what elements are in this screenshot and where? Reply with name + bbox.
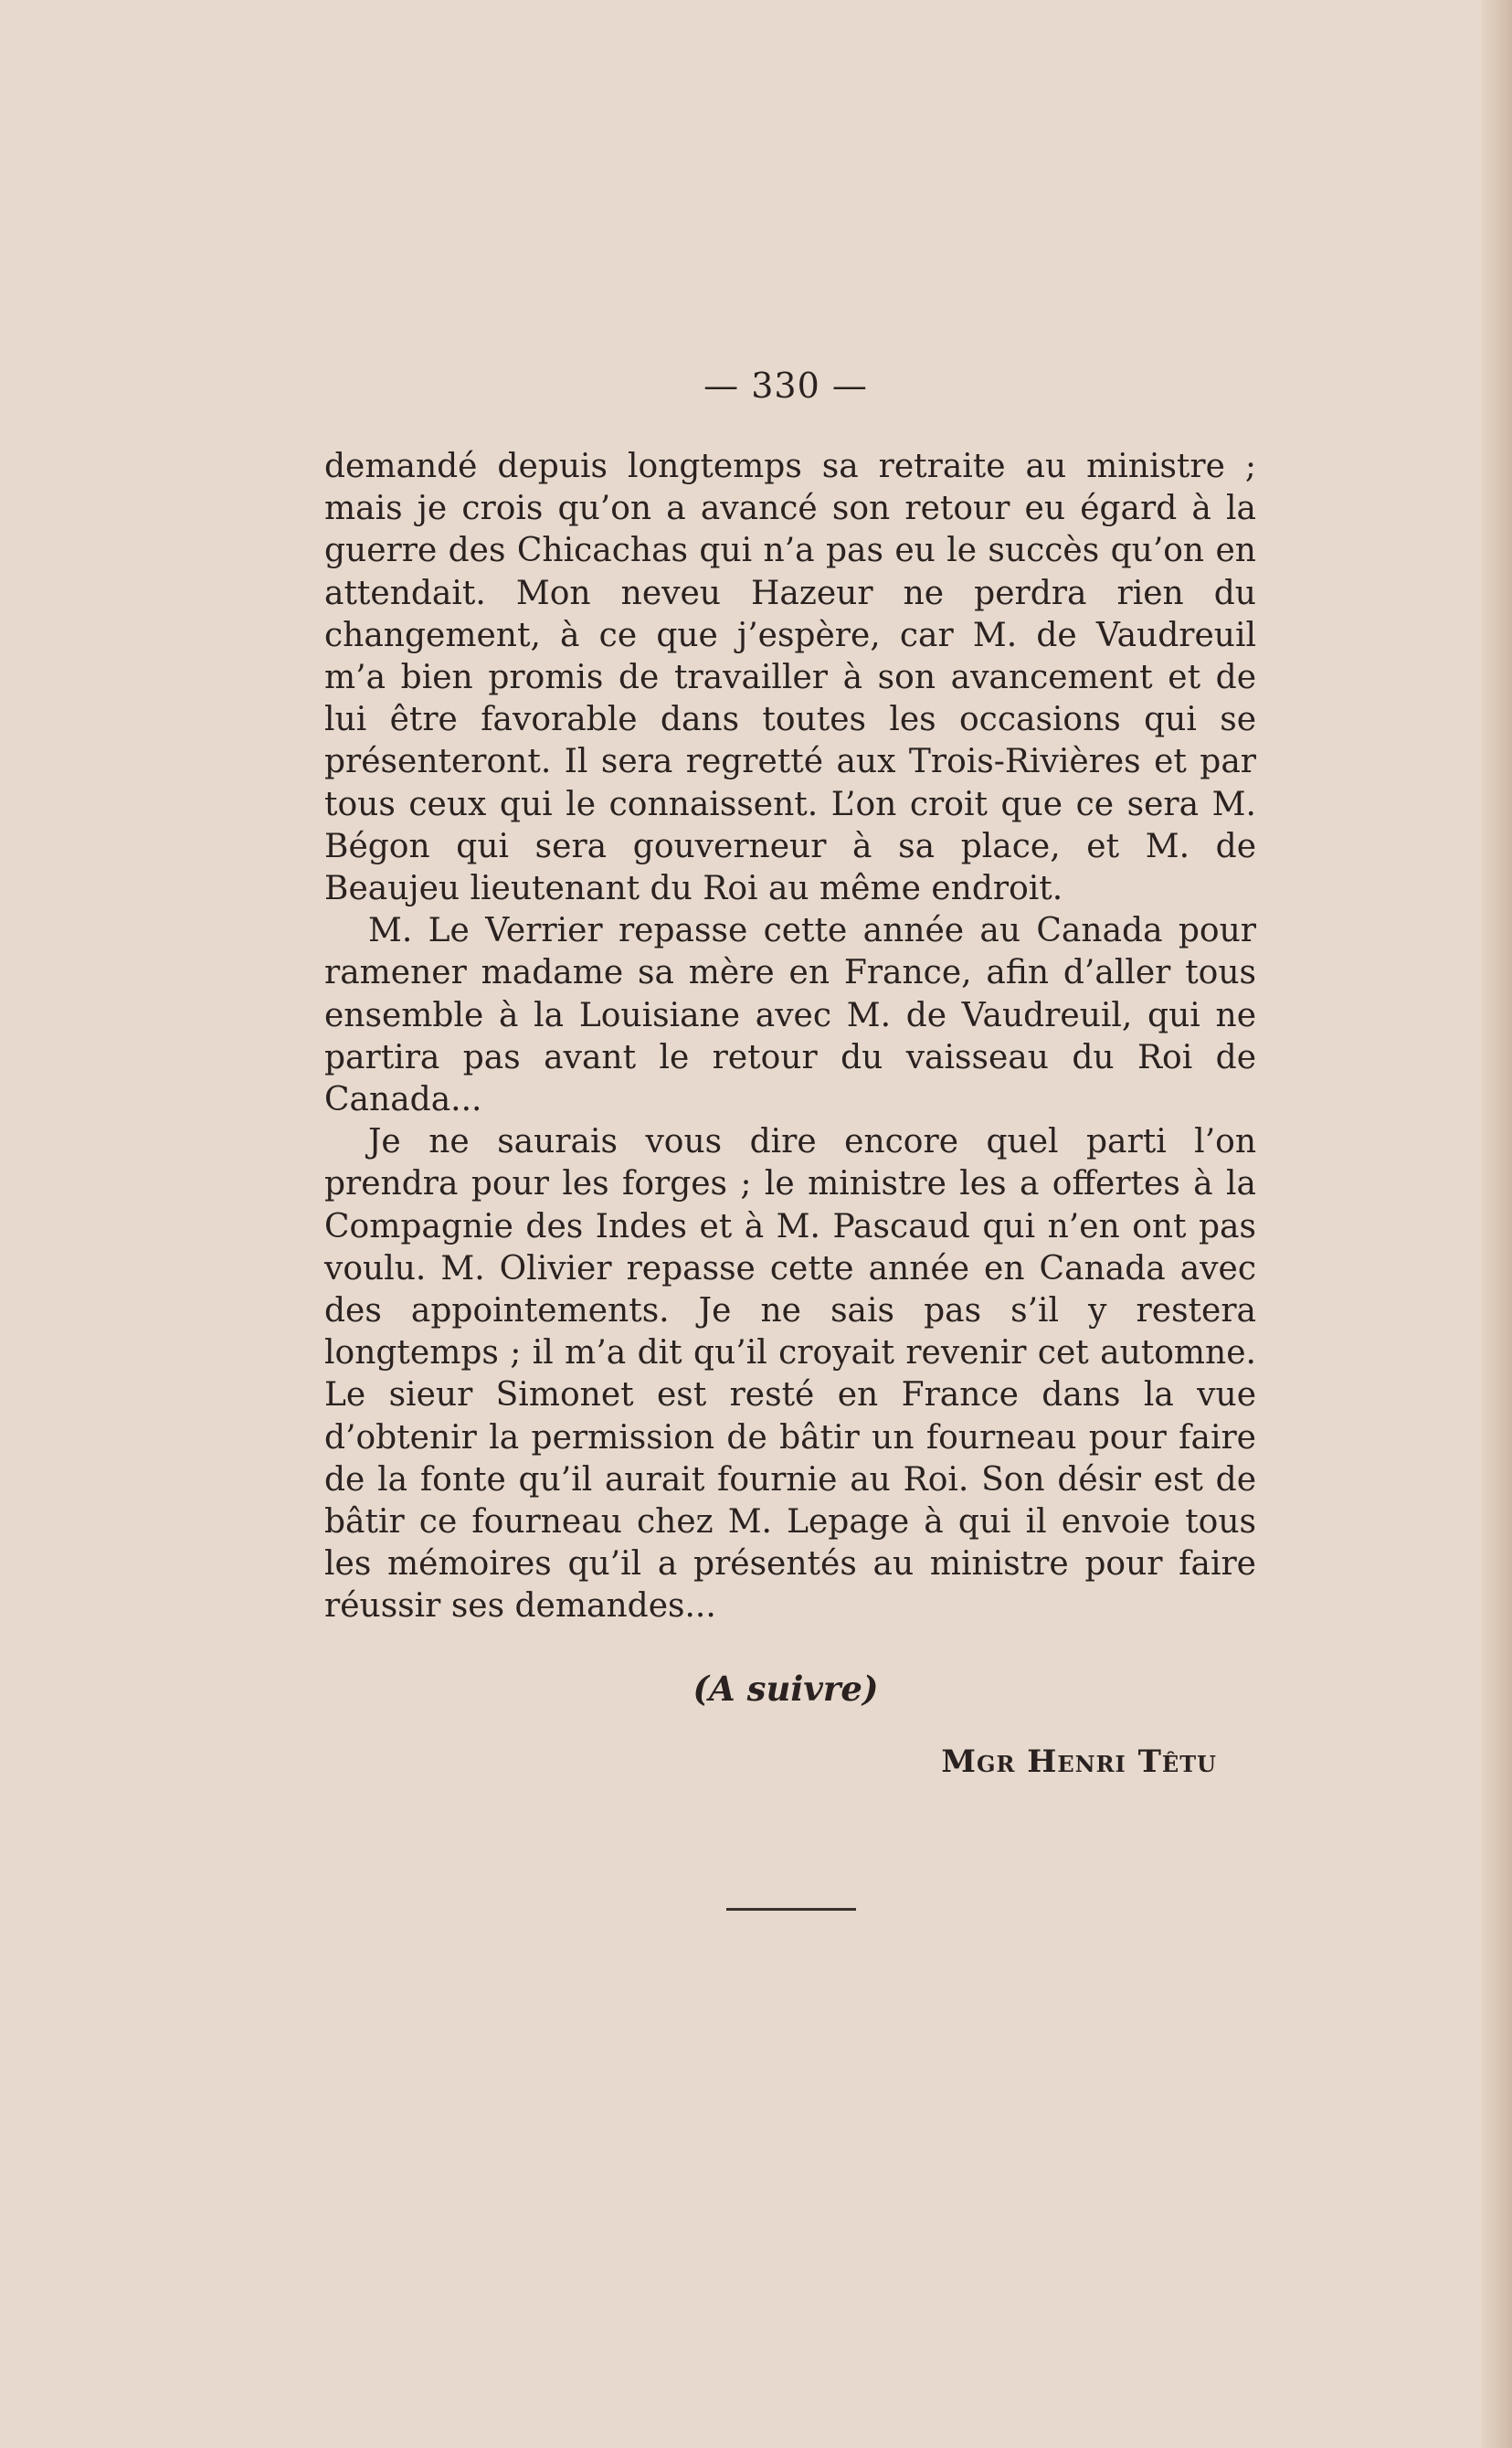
body-text	[324, 446, 1256, 1628]
page-number: — 330 —	[703, 366, 868, 406]
paragraph-1: demandé depuis longtemps sa retraite au ministre ; mais je crois qu’on a avancé son retour eu égard à la guerre des Chicachas qui n’a pas eu le succès qu’on en attendait. Mon neveu Hazeur ne perdra rien du changement, à ce que j’espère, car M. de Vaudreuil m’a bien promis de travailler à son avancement et de lui être favorable dans toutes les occasions qui se présenteront. Il sera regretté aux Trois-Rivières et par tous ceux qui le connaissent. L’on croit que ce sera M. Bégon qui sera gouverneur à sa place, et M. de Beaujeu lieutenant du Roi au même endroit.	[324, 448, 1256, 908]
section-rule	[726, 1908, 856, 1911]
continuation-note: (A suivre)	[693, 1669, 879, 1709]
paragraph-3: Je ne saurais vous dire encore quel parti l’on prendra pour les forges ; le ministre les a offertes à la Compagnie des Indes et à M. Pascaud qui n’en ont pas voulu. M. Olivier repasse cette année en Canada avec des appointements. Je ne sais pas s’il y restera longtemps ; il m’a dit qu’il croyait revenir cet automne. Le sieur Simonet est resté en France dans la vue d’obtenir la permission de bâtir un fourneau pour faire de la fonte qu’il aurait fournie au Roi. Son désir est de bâtir ce fourneau chez M. Lepage à qui il envoie tous les mémoires qu’il a présentés au ministre pour faire réussir ses demandes...	[324, 1123, 1256, 1626]
paragraph-2: M. Le Verrier repasse cette année au Canada pour ramener madame sa mère en France, afin d’aller tous ensemble à la Louisiane avec M. de Vaudreuil, qui ne partira pas avant le retour du vaisseau du Roi de Canada...	[324, 912, 1256, 1119]
author-signature: Mgr Henri Têtu	[941, 1743, 1217, 1780]
